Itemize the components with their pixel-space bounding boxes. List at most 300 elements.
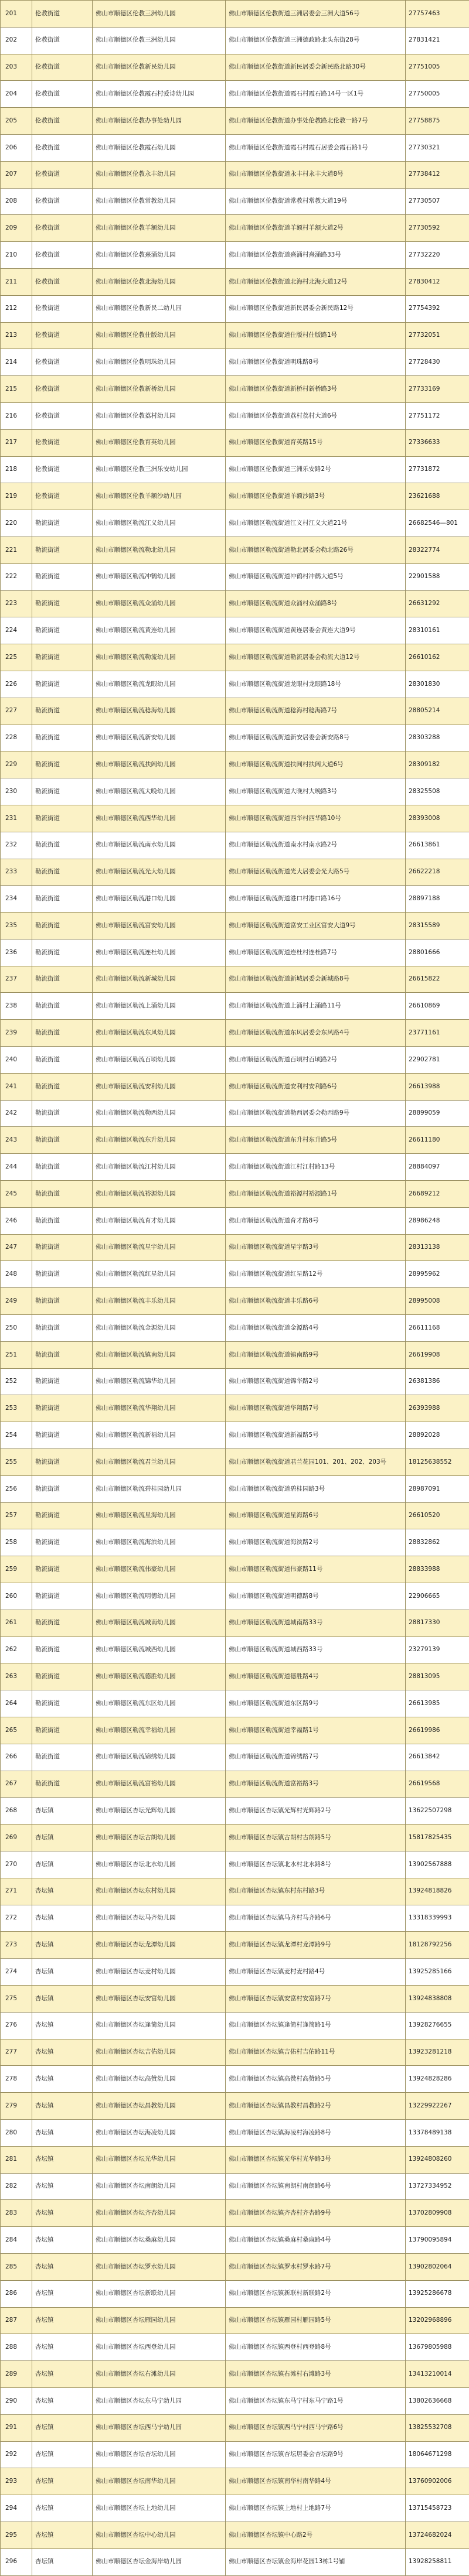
row-number: 278 <box>1 2066 32 2093</box>
kindergarten-name: 佛山市顺德区勒流德胜幼儿园 <box>93 1663 226 1690</box>
table-row <box>1 27 469 54</box>
table-row <box>1 242 469 269</box>
phone-number: 26613842 <box>406 1744 469 1771</box>
phone-number: 27738412 <box>406 161 469 188</box>
row-number: 283 <box>1 2200 32 2227</box>
row-number: 214 <box>1 349 32 376</box>
table-row <box>1 671 469 698</box>
street-name: 伦教街道 <box>32 349 93 376</box>
street-name: 勒流街道 <box>32 832 93 859</box>
table-row <box>1 966 469 993</box>
phone-number: 26619986 <box>406 1717 469 1744</box>
row-number: 286 <box>1 2280 32 2307</box>
phone-number: 13925286678 <box>406 2280 469 2307</box>
table-row <box>1 1878 469 1905</box>
table-row <box>1 429 469 456</box>
kindergarten-name: 佛山市顺德区勒流龙眼幼儿园 <box>93 671 226 698</box>
phone-number: 27336633 <box>406 429 469 456</box>
table-row <box>1 1315 469 1342</box>
row-number: 261 <box>1 1610 32 1637</box>
row-number: 219 <box>1 483 32 510</box>
row-number: 213 <box>1 322 32 349</box>
address: 佛山市顺德区伦教街道常教村常教大道19号 <box>226 188 406 215</box>
street-name: 勒流街道 <box>32 966 93 993</box>
row-number: 243 <box>1 1127 32 1154</box>
address: 佛山市顺德区勒流街道江义村江义大道21号 <box>226 510 406 537</box>
phone-number: 13790095894 <box>406 2227 469 2254</box>
kindergarten-name: 佛山市顺德区杏坛南朗幼儿园 <box>93 2173 226 2200</box>
street-name: 杏坛镇 <box>32 1905 93 1932</box>
address: 佛山市顺德区勒流街道锦绣路7号 <box>226 1744 406 1771</box>
address: 佛山市顺德区伦教街道霞石村霞石居委会霞石路1号 <box>226 134 406 161</box>
phone-number: 26619908 <box>406 1341 469 1368</box>
kindergarten-name: 佛山市顺德区勒流明德幼儿园 <box>93 1583 226 1610</box>
street-name: 杏坛镇 <box>32 2227 93 2254</box>
table-row <box>1 2039 469 2066</box>
row-number: 289 <box>1 2361 32 2388</box>
kindergarten-name: 佛山市顺德区勒流城西幼儿园 <box>93 1637 226 1663</box>
phone-number: 27730321 <box>406 134 469 161</box>
table-row <box>1 563 469 590</box>
phone-number: 27831421 <box>406 27 469 54</box>
kindergarten-name: 佛山市顺德区杏坛麦村幼儿园 <box>93 1959 226 1986</box>
street-name: 杏坛镇 <box>32 2495 93 2522</box>
kindergarten-name: 佛山市顺德区勒流众涌幼儿园 <box>93 590 226 617</box>
kindergarten-name: 佛山市顺德区勒流碧桂园幼儿园 <box>93 1475 226 1502</box>
kindergarten-name: 佛山市顺德区杏坛新联幼儿园 <box>93 2280 226 2307</box>
street-name: 勒流街道 <box>32 1234 93 1261</box>
table-body <box>1 1 469 2576</box>
table-row <box>1 2119 469 2146</box>
street-name: 勒流街道 <box>32 993 93 1020</box>
kindergarten-name: 佛山市顺德区杏坛安富幼儿园 <box>93 1985 226 2012</box>
street-name: 伦教街道 <box>32 134 93 161</box>
street-name: 勒流街道 <box>32 698 93 725</box>
street-name: 杏坛镇 <box>32 2387 93 2414</box>
row-number: 241 <box>1 1073 32 1100</box>
address: 佛山市顺德区伦教街道办事处伦教路北伦教一路7号 <box>226 108 406 135</box>
phone-number: 27732051 <box>406 322 469 349</box>
street-name: 勒流街道 <box>32 590 93 617</box>
phone-number: 28309182 <box>406 751 469 778</box>
phone-number: 27750005 <box>406 81 469 108</box>
street-name: 勒流街道 <box>32 1315 93 1342</box>
kindergarten-name: 佛山市顺德区伦教三洲幼儿园 <box>93 27 226 54</box>
row-number: 260 <box>1 1583 32 1610</box>
kindergarten-name: 佛山市顺德区伦教永丰幼儿园 <box>93 161 226 188</box>
kindergarten-name: 佛山市顺德区伦教荔村幼儿园 <box>93 402 226 429</box>
row-number: 246 <box>1 1207 32 1234</box>
phone-number: 27730592 <box>406 215 469 242</box>
address: 佛山市顺德区勒流街道新城居委会新城路8号 <box>226 966 406 993</box>
kindergarten-name: 佛山市顺德区勒流勒流幼儿园 <box>93 644 226 671</box>
address: 佛山市顺德区杏坛镇海凌村海凌路8号 <box>226 2119 406 2146</box>
street-name: 勒流街道 <box>32 1583 93 1610</box>
address: 佛山市顺德区勒流街道华翔路7号 <box>226 1395 406 1422</box>
row-number: 290 <box>1 2387 32 2414</box>
phone-number: 28322774 <box>406 537 469 563</box>
phone-number: 27730507 <box>406 188 469 215</box>
kindergarten-name: 佛山市顺德区勒流新福幼儿园 <box>93 1422 226 1449</box>
phone-number: 26610162 <box>406 644 469 671</box>
kindergarten-name: 佛山市顺德区勒流锦绣幼儿园 <box>93 1744 226 1771</box>
street-name: 伦教街道 <box>32 376 93 403</box>
row-number: 218 <box>1 456 32 483</box>
address: 佛山市顺德区勒流街道德胜路4号 <box>226 1663 406 1690</box>
table-row <box>1 1798 469 1825</box>
address: 佛山市顺德区勒流街道江村江村路13号 <box>226 1154 406 1181</box>
phone-number: 28987091 <box>406 1475 469 1502</box>
address: 佛山市顺德区勒流街道星宇路3号 <box>226 1234 406 1261</box>
kindergarten-name: 佛山市顺德区杏坛右滩幼儿园 <box>93 2361 226 2388</box>
street-name: 勒流街道 <box>32 1020 93 1047</box>
table-row <box>1 590 469 617</box>
row-number: 267 <box>1 1771 32 1798</box>
row-number: 217 <box>1 429 32 456</box>
street-name: 勒流街道 <box>32 1475 93 1502</box>
table-row <box>1 1744 469 1771</box>
table-row <box>1 1047 469 1074</box>
phone-number: 22906665 <box>406 1583 469 1610</box>
street-name: 杏坛镇 <box>32 2200 93 2227</box>
address: 佛山市顺德区杏坛镇光华村光华路3号 <box>226 2146 406 2173</box>
table-row <box>1 2522 469 2548</box>
address: 佛山市顺德区杏坛镇高赞村高赞路5号 <box>226 2066 406 2093</box>
address: 佛山市顺德区勒流街道冲鹤村冲鹤大道5号 <box>226 563 406 590</box>
kindergarten-name: 佛山市顺德区勒流富安幼儿园 <box>93 913 226 939</box>
table-row <box>1 1556 469 1583</box>
phone-number: 28813095 <box>406 1663 469 1690</box>
kindergarten-name: 佛山市顺德区伦教羊额幼儿园 <box>93 215 226 242</box>
address: 佛山市顺德区杏坛镇安富村安富路7号 <box>226 1985 406 2012</box>
table-row <box>1 1985 469 2012</box>
street-name: 杏坛镇 <box>32 2548 93 2575</box>
street-name: 勒流街道 <box>32 1100 93 1127</box>
street-name: 勒流街道 <box>32 1610 93 1637</box>
street-name: 勒流街道 <box>32 563 93 590</box>
table-row <box>1 1825 469 1851</box>
row-number: 244 <box>1 1154 32 1181</box>
row-number: 287 <box>1 2307 32 2334</box>
phone-number: 13724682024 <box>406 2522 469 2548</box>
address: 佛山市顺德区伦教街道熹涌村熹涌路33号 <box>226 242 406 269</box>
phone-number: 26619568 <box>406 1771 469 1798</box>
kindergarten-name: 佛山市顺德区勒流冲鹤幼儿园 <box>93 563 226 590</box>
row-number: 207 <box>1 161 32 188</box>
phone-number: 23621688 <box>406 483 469 510</box>
row-number: 294 <box>1 2495 32 2522</box>
phone-number: 13924828286 <box>406 2066 469 2093</box>
kindergarten-name: 佛山市顺德区勒流育才幼儿园 <box>93 1207 226 1234</box>
row-number: 257 <box>1 1502 32 1529</box>
street-name: 勒流街道 <box>32 939 93 966</box>
phone-number: 26631292 <box>406 590 469 617</box>
address: 佛山市顺德区勒流街道裕源村裕源路1号 <box>226 1181 406 1208</box>
kindergarten-name: 佛山市顺德区伦教新民幼儿园 <box>93 54 226 81</box>
street-name: 杏坛镇 <box>32 2468 93 2495</box>
phone-number: 13318339993 <box>406 1905 469 1932</box>
kindergarten-name: 佛山市顺德区杏坛上地幼儿园 <box>93 2495 226 2522</box>
row-number: 206 <box>1 134 32 161</box>
phone-number: 26682546—801 <box>406 510 469 537</box>
address: 佛山市顺德区勒流街道东区路9号 <box>226 1690 406 1717</box>
row-number: 285 <box>1 2253 32 2280</box>
row-number: 227 <box>1 698 32 725</box>
kindergarten-name: 佛山市顺德区勒流红星幼儿园 <box>93 1261 226 1288</box>
kindergarten-name: 佛山市顺德区勒流星宇幼儿园 <box>93 1234 226 1261</box>
phone-number: 26610520 <box>406 1502 469 1529</box>
phone-number: 27754392 <box>406 295 469 322</box>
street-name: 伦教街道 <box>32 456 93 483</box>
kindergarten-name: 佛山市顺德区杏坛马齐幼儿园 <box>93 1905 226 1932</box>
address: 佛山市顺德区杏坛镇桑麻村桑麻路4号 <box>226 2227 406 2254</box>
street-name: 杏坛镇 <box>32 1878 93 1905</box>
row-number: 201 <box>1 1 32 28</box>
table-row <box>1 2334 469 2361</box>
kindergarten-name: 佛山市顺德区杏坛中心幼儿园 <box>93 2522 226 2548</box>
row-number: 221 <box>1 537 32 563</box>
row-number: 228 <box>1 725 32 751</box>
kindergarten-name: 佛山市顺德区杏坛昌教幼儿园 <box>93 2093 226 2120</box>
address: 佛山市顺德区勒流街道勒北居委会勒北路26号 <box>226 537 406 563</box>
row-number: 253 <box>1 1395 32 1422</box>
phone-number: 28393008 <box>406 805 469 832</box>
phone-number: 13715458723 <box>406 2495 469 2522</box>
kindergarten-name: 佛山市顺德区伦教霞石村爱诗幼儿园 <box>93 81 226 108</box>
phone-number: 13928276655 <box>406 2012 469 2039</box>
table-row <box>1 1020 469 1047</box>
kindergarten-name: 佛山市顺德区杏坛金海岸幼儿园 <box>93 2548 226 2575</box>
row-number: 234 <box>1 886 32 913</box>
phone-number: 26393988 <box>406 1395 469 1422</box>
phone-number: 26622218 <box>406 859 469 886</box>
phone-number: 26611168 <box>406 1315 469 1342</box>
phone-number: 13925285166 <box>406 1959 469 1986</box>
address: 佛山市顺德区伦教街道新桥村新桥路3号 <box>226 376 406 403</box>
kindergarten-name: 佛山市顺德区杏坛吉佑幼儿园 <box>93 2039 226 2066</box>
phone-number: 28303288 <box>406 725 469 751</box>
kindergarten-name: 佛山市顺德区伦教三洲幼儿园 <box>93 1 226 28</box>
street-name: 杏坛镇 <box>32 1851 93 1878</box>
address: 佛山市顺德区勒流街道港口村港口路16号 <box>226 886 406 913</box>
table-row <box>1 1663 469 1690</box>
row-number: 280 <box>1 2119 32 2146</box>
table-row <box>1 161 469 188</box>
row-number: 264 <box>1 1690 32 1717</box>
row-number: 205 <box>1 108 32 135</box>
address: 佛山市顺德区勒流街道勒流居委会勒流大道12号 <box>226 644 406 671</box>
kindergarten-name: 佛山市顺德区勒流西华幼儿园 <box>93 805 226 832</box>
address: 佛山市顺德区勒流街道星海路6号 <box>226 1502 406 1529</box>
street-name: 杏坛镇 <box>32 2093 93 2120</box>
row-number: 275 <box>1 1985 32 2012</box>
table-row <box>1 805 469 832</box>
address: 佛山市顺德区杏坛镇龙潭村龙潭路9号 <box>226 1932 406 1959</box>
row-number: 255 <box>1 1449 32 1476</box>
row-number: 249 <box>1 1288 32 1315</box>
street-name: 勒流街道 <box>32 1207 93 1234</box>
street-name: 伦教街道 <box>32 108 93 135</box>
table-row <box>1 1261 469 1288</box>
table-row <box>1 322 469 349</box>
street-name: 伦教街道 <box>32 81 93 108</box>
row-number: 266 <box>1 1744 32 1771</box>
street-name: 勒流街道 <box>32 644 93 671</box>
table-row <box>1 215 469 242</box>
kindergarten-name: 佛山市顺德区伦教羊额沙幼儿园 <box>93 483 226 510</box>
table-row <box>1 913 469 939</box>
address: 佛山市顺德区勒流街道新安居委会新安路8号 <box>226 725 406 751</box>
address: 佛山市顺德区伦教街道霞石村霞石路14号一区1号 <box>226 81 406 108</box>
street-name: 勒流街道 <box>32 913 93 939</box>
kindergarten-name: 佛山市顺德区杏坛光华幼儿园 <box>93 2146 226 2173</box>
kindergarten-name: 佛山市顺德区勒流稔海幼儿园 <box>93 698 226 725</box>
street-name: 勒流街道 <box>32 1154 93 1181</box>
row-number: 288 <box>1 2334 32 2361</box>
address: 佛山市顺德区杏坛镇南华村南华路4号 <box>226 2468 406 2495</box>
row-number: 232 <box>1 832 32 859</box>
phone-number: 26613988 <box>406 1073 469 1100</box>
row-number: 220 <box>1 510 32 537</box>
row-number: 281 <box>1 2146 32 2173</box>
street-name: 杏坛镇 <box>32 2146 93 2173</box>
kindergarten-name: 佛山市顺德区勒流丰乐幼儿园 <box>93 1288 226 1315</box>
street-name: 杏坛镇 <box>32 2334 93 2361</box>
table-row <box>1 402 469 429</box>
address: 佛山市顺德区杏坛镇右滩村右滩路3号 <box>226 2361 406 2388</box>
table-row <box>1 725 469 751</box>
street-name: 杏坛镇 <box>32 2066 93 2093</box>
row-number: 269 <box>1 1825 32 1851</box>
kindergarten-name: 佛山市顺德区勒流裕源幼儿园 <box>93 1181 226 1208</box>
phone-number: 28832862 <box>406 1529 469 1556</box>
table-row <box>1 832 469 859</box>
kindergarten-name: 佛山市顺德区伦教常教幼儿园 <box>93 188 226 215</box>
address: 佛山市顺德区勒流街道红星路12号 <box>226 1261 406 1288</box>
phone-number: 13802636668 <box>406 2387 469 2414</box>
table-row <box>1 295 469 322</box>
row-number: 212 <box>1 295 32 322</box>
row-number: 211 <box>1 268 32 295</box>
kindergarten-name: 佛山市顺德区勒流安利幼儿园 <box>93 1073 226 1100</box>
kindergarten-name: 佛山市顺德区杏坛古朗幼儿园 <box>93 1825 226 1851</box>
table-row <box>1 188 469 215</box>
row-number: 262 <box>1 1637 32 1663</box>
street-name: 勒流街道 <box>32 805 93 832</box>
street-name: 勒流街道 <box>32 1449 93 1476</box>
street-name: 勒流街道 <box>32 1127 93 1154</box>
table-row <box>1 1 469 28</box>
address: 佛山市顺德区勒流街道碧桂园路3号 <box>226 1475 406 1502</box>
street-name: 勒流街道 <box>32 537 93 563</box>
table-row <box>1 1905 469 1932</box>
address: 佛山市顺德区伦教街道永丰村永丰大道8号 <box>226 161 406 188</box>
row-number: 202 <box>1 27 32 54</box>
address: 佛山市顺德区杏坛镇北水村北水路8号 <box>226 1851 406 1878</box>
kindergarten-name: 佛山市顺德区勒流百顷幼儿园 <box>93 1047 226 1074</box>
row-number: 296 <box>1 2548 32 2575</box>
kindergarten-name: 佛山市顺德区勒流新城幼儿园 <box>93 966 226 993</box>
street-name: 勒流街道 <box>32 617 93 644</box>
street-name: 杏坛镇 <box>32 2012 93 2039</box>
address: 佛山市顺德区勒流街道安利村安利路6号 <box>226 1073 406 1100</box>
kindergarten-name: 佛山市顺德区杏坛高赞幼儿园 <box>93 2066 226 2093</box>
kindergarten-name: 佛山市顺德区勒流黄连幼儿园 <box>93 617 226 644</box>
street-name: 杏坛镇 <box>32 1932 93 1959</box>
phone-number: 28995962 <box>406 1261 469 1288</box>
table-row <box>1 1851 469 1878</box>
address: 佛山市顺德区勒流街道众涌村众涌路8号 <box>226 590 406 617</box>
row-number: 237 <box>1 966 32 993</box>
table-row <box>1 1690 469 1717</box>
table-row <box>1 1073 469 1100</box>
street-name: 杏坛镇 <box>32 2414 93 2441</box>
address: 佛山市顺德区杏坛镇逢简村逢简路1号 <box>226 2012 406 2039</box>
row-number: 222 <box>1 563 32 590</box>
address: 佛山市顺德区勒流街道镇南路9号 <box>226 1341 406 1368</box>
phone-number: 27728430 <box>406 349 469 376</box>
row-number: 279 <box>1 2093 32 2120</box>
table-row <box>1 376 469 403</box>
street-name: 伦教街道 <box>32 268 93 295</box>
phone-number: 18128792256 <box>406 1932 469 1959</box>
street-name: 勒流街道 <box>32 1261 93 1288</box>
row-number: 295 <box>1 2522 32 2548</box>
phone-number: 18064671298 <box>406 2441 469 2468</box>
address: 佛山市顺德区勒流街道东升村东升路5号 <box>226 1127 406 1154</box>
kindergarten-name: 佛山市顺德区勒流东升幼儿园 <box>93 1127 226 1154</box>
kindergarten-name: 佛山市顺德区杏坛桑麻幼儿园 <box>93 2227 226 2254</box>
kindergarten-name: 佛山市顺德区勒流镇南幼儿园 <box>93 1341 226 1368</box>
street-name: 勒流街道 <box>32 1368 93 1395</box>
street-name: 勒流街道 <box>32 1422 93 1449</box>
table-row <box>1 1288 469 1315</box>
address: 佛山市顺德区杏坛镇吉佑村吉佑路11号 <box>226 2039 406 2066</box>
table-row <box>1 617 469 644</box>
row-number: 291 <box>1 2414 32 2441</box>
phone-number: 27757463 <box>406 1 469 28</box>
address: 佛山市顺德区杏坛镇古朗村古朗路5号 <box>226 1825 406 1851</box>
kindergarten-name: 佛山市顺德区勒流富裕幼儿园 <box>93 1771 226 1798</box>
kindergarten-name: 佛山市顺德区勒流东风幼儿园 <box>93 1020 226 1047</box>
street-name: 勒流街道 <box>32 1529 93 1556</box>
table-row <box>1 2280 469 2307</box>
kindergarten-name: 佛山市顺德区勒流光大幼儿园 <box>93 859 226 886</box>
table-row <box>1 1959 469 1986</box>
row-number: 268 <box>1 1798 32 1825</box>
row-number: 215 <box>1 376 32 403</box>
table-row <box>1 2414 469 2441</box>
table-row <box>1 2307 469 2334</box>
street-name: 勒流街道 <box>32 671 93 698</box>
address: 佛山市顺德区勒流街道光大居委会光大路5号 <box>226 859 406 886</box>
kindergarten-name: 佛山市顺德区勒流勒西幼儿园 <box>93 1100 226 1127</box>
kindergarten-name: 佛山市顺德区杏坛东马宁幼儿园 <box>93 2387 226 2414</box>
address: 佛山市顺德区杏坛镇西马宁村西马宁路6号 <box>226 2414 406 2441</box>
table-row <box>1 751 469 778</box>
address: 佛山市顺德区杏坛镇光辉村光辉路2号 <box>226 1798 406 1825</box>
row-number: 223 <box>1 590 32 617</box>
address: 佛山市顺德区勒流街道育才路8号 <box>226 1207 406 1234</box>
address: 佛山市顺德区勒流街道金源路4号 <box>226 1315 406 1342</box>
table-row <box>1 1181 469 1208</box>
address: 佛山市顺德区勒流街道连杜村连杜路7号 <box>226 939 406 966</box>
address: 佛山市顺德区勒流街道富安工业区富安大道9号 <box>226 913 406 939</box>
phone-number: 13923281218 <box>406 2039 469 2066</box>
table-row <box>1 54 469 81</box>
address: 佛山市顺德区伦教街道羊额沙路3号 <box>226 483 406 510</box>
table-row <box>1 1449 469 1476</box>
